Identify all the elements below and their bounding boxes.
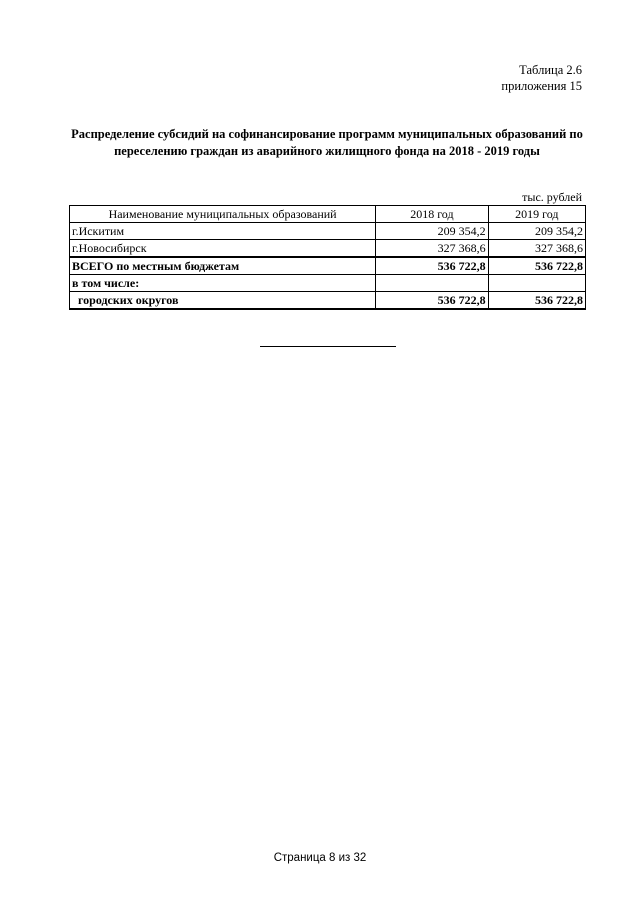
row-value-2019: 536 722,8 [488, 257, 585, 275]
row-name: в том числе: [70, 275, 376, 292]
table-reference [501, 62, 582, 94]
table-number: Таблица 2.6 [519, 63, 582, 77]
row-value-2018 [376, 275, 488, 292]
document-title: Распределение субсидий на софинансирование программ муниципальных образований по переселению граждан из аварийного жилищного фонда на 2018 - 2019 годы [71, 127, 583, 158]
row-name: г.Новосибирск [70, 240, 376, 258]
table-row [70, 240, 586, 258]
table-row-urban-districts [70, 292, 586, 310]
row-value-2018: 327 368,6 [376, 240, 488, 258]
row-value-2019: 536 722,8 [488, 292, 585, 310]
row-value-2018: 536 722,8 [376, 292, 488, 310]
subsidy-table [69, 205, 586, 310]
table-row-including [70, 275, 586, 292]
row-value-2018: 209 354,2 [376, 223, 488, 240]
column-header-2019: 2019 год [488, 206, 585, 223]
appendix-number: приложения 15 [501, 79, 582, 93]
table-row-total [70, 257, 586, 275]
row-value-2019: 327 368,6 [488, 240, 585, 258]
page-number: Страница 8 из 32 [273, 852, 367, 864]
column-header-2018: 2018 год [376, 206, 488, 223]
units-label: тыс. рублей [522, 190, 582, 204]
column-header-name: Наименование муниципальных образований [70, 206, 376, 223]
row-name: г.Искитим [70, 223, 376, 240]
separator-line [260, 346, 396, 347]
row-name: ВСЕГО по местным бюджетам [70, 257, 376, 275]
row-value-2019: 209 354,2 [488, 223, 585, 240]
table-header-row [70, 206, 586, 223]
row-value-2018: 536 722,8 [376, 257, 488, 275]
row-name: городских округов [70, 292, 376, 310]
table-row [70, 223, 586, 240]
row-value-2019 [488, 275, 585, 292]
